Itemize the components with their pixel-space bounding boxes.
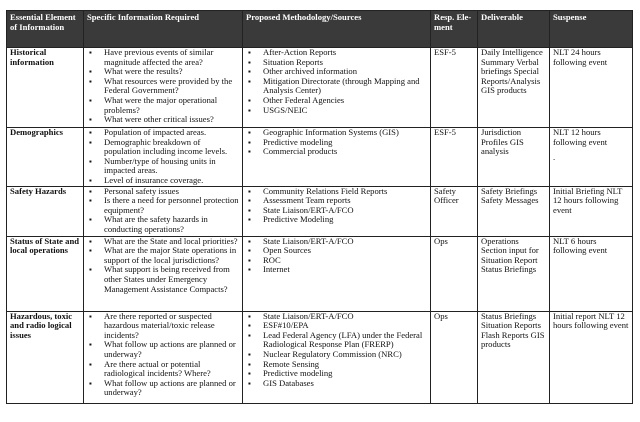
suspense-cell <box>550 48 633 128</box>
deliverable-cell: Safety Briefings Safety Messages <box>478 186 550 236</box>
list-item: ▪ Situation Reports <box>246 58 427 68</box>
suspense-text: Initial Briefing NLT 12 hours following event <box>553 185 623 215</box>
list-item: ▪ Demographic breakdown of population including income levels. <box>87 138 239 157</box>
specific-cell <box>84 48 243 128</box>
suspense-cell <box>550 128 633 187</box>
deliverable-cell: Status Briefings Situation Reports Flash Reports GIS products <box>478 311 550 403</box>
suspense-text: Initial report NLT 12 hours following event <box>553 310 629 331</box>
table-row <box>7 48 633 128</box>
method-cell <box>243 236 431 311</box>
list-item: ▪ ESF#10/EPA <box>246 321 427 331</box>
list-item: ▪ Are there actual or potential radiological incidents? Where? <box>87 360 239 379</box>
header-deliverable: Deliverable <box>478 11 550 48</box>
list-item: ▪ Other Federal Agencies <box>246 96 427 106</box>
resp-cell: Safety Officer <box>431 186 478 236</box>
specific-cell-list <box>87 187 239 235</box>
list-item: ▪ Number/type of housing units in impacted areas. <box>87 157 239 176</box>
specific-cell-list <box>87 312 239 398</box>
element-cell: Status of State and local operations <box>7 236 84 311</box>
element-cell: Hazardous, toxic and radio logical issues <box>7 311 84 403</box>
element-cell: Demographics <box>7 128 84 187</box>
list-item: ▪ Nuclear Regulatory Commission (NRC) <box>246 350 427 360</box>
method-cell <box>243 311 431 403</box>
deliverable-cell: Daily Intelligence Summary Verbal briefings Special Reports/Analysis GIS products <box>478 48 550 128</box>
specific-cell <box>84 128 243 187</box>
list-item: ▪ Other archived information <box>246 67 427 77</box>
specific-cell <box>84 311 243 403</box>
element-cell: Historical information <box>7 48 84 128</box>
list-item: ▪ Are there reported or suspected hazardous material/toxic release incidents? <box>87 312 239 341</box>
list-item: ▪ Mitigation Directorate (through Mapping and Analysis Center) <box>246 77 427 96</box>
list-item: ▪ After-Action Reports <box>246 48 427 58</box>
specific-cell <box>84 236 243 311</box>
method-cell <box>243 48 431 128</box>
deliverable-cell: Jurisdiction Profiles GIS analysis <box>478 128 550 187</box>
method-cell-list <box>246 128 427 157</box>
list-item: ▪ State Liaison/ERT-A/FCO <box>246 206 427 216</box>
resp-cell: Ops <box>431 236 478 311</box>
method-cell-list <box>246 237 427 275</box>
list-item: ▪ Personal safety issues <box>87 187 239 197</box>
list-item: ▪ USGS/NEIC <box>246 106 427 116</box>
resp-cell: Ops <box>431 311 478 403</box>
header-resp: Resp. Ele-ment <box>431 11 478 48</box>
list-item: ▪ Is there a need for personnel protection equipment? <box>87 196 239 215</box>
list-item: ▪ What follow up actions are planned or underway? <box>87 340 239 359</box>
header-row <box>7 11 633 48</box>
suspense-text: NLT 12 hours following event <box>553 127 608 147</box>
list-item: ▪ What are the safety hazards in conducting operations? <box>87 215 239 234</box>
header-method: Proposed Methodology/Sources <box>243 11 431 48</box>
specific-cell-list <box>87 237 239 295</box>
list-item: ▪ What were the major operational problems? <box>87 96 239 115</box>
specific-cell <box>84 186 243 236</box>
list-item: ▪ What follow up actions are planned or underway? <box>87 379 239 398</box>
specific-cell-list <box>87 128 239 186</box>
list-item: ▪ Have previous events of similar magnitude affected the area? <box>87 48 239 67</box>
method-cell <box>243 186 431 236</box>
list-item: ▪ Lead Federal Agency (LFA) under the Federal Radiological Response Plan (FRERP) <box>246 331 427 350</box>
suspense-cell <box>550 311 633 403</box>
list-item: ▪ What are the State and local priorities? <box>87 237 239 247</box>
list-item: ▪ What resources were provided by the Federal Government? <box>87 77 239 96</box>
resp-cell: ESF-5 <box>431 128 478 187</box>
method-cell-list <box>246 312 427 389</box>
list-item: ▪ ROC <box>246 256 427 266</box>
list-item: ▪ What support is being received from other States under Emergency Management Assistance Compacts? <box>87 265 239 294</box>
list-item: ▪ Open Sources <box>246 246 427 256</box>
resp-cell: ESF-5 <box>431 48 478 128</box>
suspense-text: NLT 24 hours following event <box>553 47 608 67</box>
table-row <box>7 236 633 311</box>
suspense-cell <box>550 236 633 311</box>
header-suspense: Suspense <box>550 11 633 48</box>
header-element: Essential Element of Information <box>7 11 84 48</box>
list-item: ▪ State Liaison/ERT-A/FCO <box>246 312 427 322</box>
suspense-cell <box>550 186 633 236</box>
method-cell-list <box>246 187 427 225</box>
table-row <box>7 186 633 236</box>
suspense-text: NLT 6 hours following event <box>553 235 608 256</box>
list-item: ▪ State Liaison/ERT-A/FCO <box>246 237 427 247</box>
list-item: ▪ Predictive modeling <box>246 369 427 379</box>
method-cell-list <box>246 48 427 115</box>
list-item: ▪ Internet <box>246 265 427 275</box>
table-row <box>7 128 633 187</box>
list-item: ▪ Predictive modeling <box>246 138 427 148</box>
element-cell: Safety Hazards <box>7 186 84 236</box>
list-item: ▪ Commercial products <box>246 147 427 157</box>
list-item: ▪ Community Relations Field Reports <box>246 187 427 197</box>
list-item: ▪ Population of impacted areas. <box>87 128 239 138</box>
list-item: ▪ GIS Databases <box>246 379 427 389</box>
list-item: ▪ Remote Sensing <box>246 360 427 370</box>
method-cell <box>243 128 431 187</box>
list-item: ▪ Geographic Information Systems (GIS) <box>246 128 427 138</box>
suspense-extra-mark: . <box>553 152 556 163</box>
list-item: ▪ Predictive Modeling <box>246 215 427 225</box>
specific-cell-list <box>87 48 239 125</box>
eei-table <box>6 10 633 404</box>
deliverable-cell: Operations Section input for Situation Report Status Briefings <box>478 236 550 311</box>
header-specific: Specific Information Required <box>84 11 243 48</box>
list-item: ▪ What are the major State operations in support of the local jurisdictions? <box>87 246 239 265</box>
list-item: ▪ Assessment Team reports <box>246 196 427 206</box>
table-row <box>7 311 633 403</box>
list-item: ▪ What were other critical issues? <box>87 115 239 125</box>
list-item: ▪ Level of insurance coverage. <box>87 176 239 186</box>
list-item: ▪ What were the results? <box>87 67 239 77</box>
